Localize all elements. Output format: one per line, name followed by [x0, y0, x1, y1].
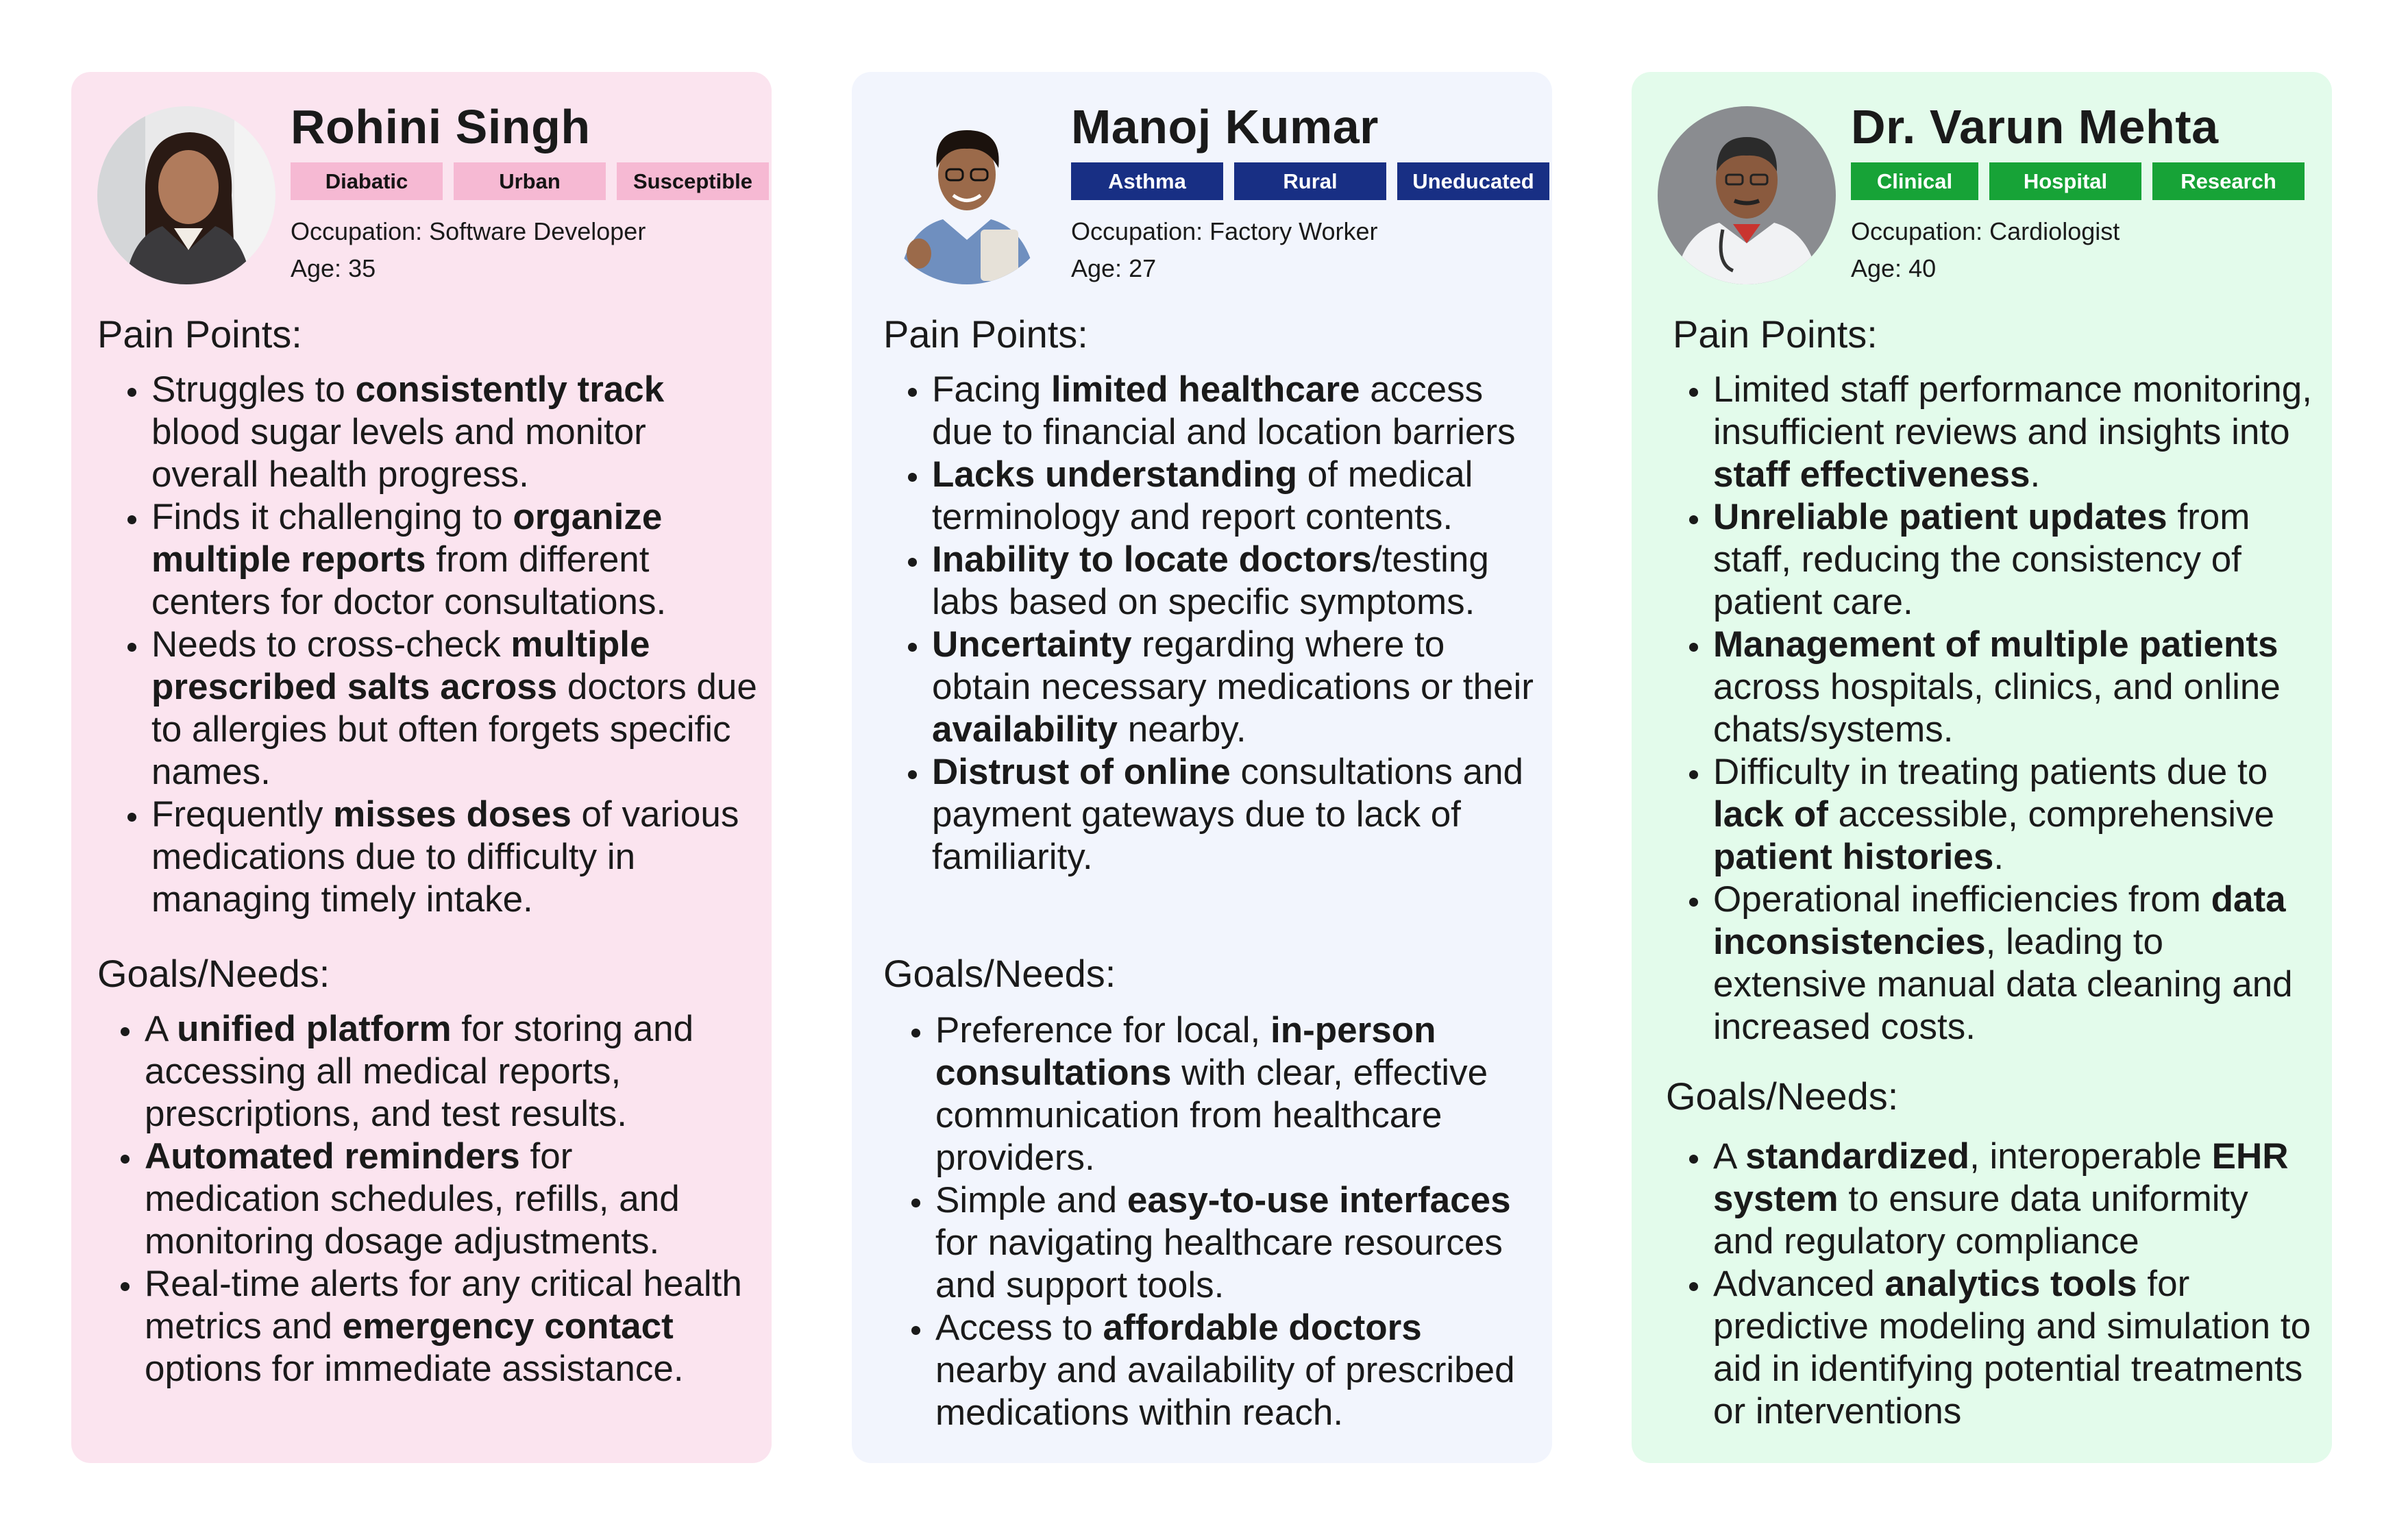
bold-text: Management of multiple patients — [1713, 624, 2278, 665]
pain-points-list — [852, 369, 1538, 879]
bold-text: affordable doctors — [1103, 1307, 1422, 1348]
list-item — [934, 1179, 1538, 1307]
text-run: from staff, reducing the consistency of patient care. — [1713, 497, 2250, 622]
avatar — [878, 106, 1056, 284]
age — [1851, 254, 1936, 283]
bold-text: multiple prescribed salts across — [151, 624, 650, 707]
bold-text: organize multiple reports — [151, 497, 663, 580]
list-item — [934, 1009, 1538, 1179]
pain-points-heading: Pain Points: — [883, 312, 1088, 356]
bold-text: Lacks understanding — [932, 454, 1298, 495]
text-run: /testing labs based on specific symptoms. — [932, 539, 1489, 622]
occupation-value: Factory Worker — [1209, 217, 1378, 245]
text-run: Facing — [932, 369, 1051, 410]
occupation — [1851, 217, 2120, 246]
bold-text: data inconsistencies — [1713, 879, 2286, 962]
pain-points-heading: Pain Points: — [1673, 312, 1878, 356]
text-run: . — [2030, 454, 2041, 495]
goals-list — [852, 1009, 1538, 1434]
list-item — [1712, 751, 2318, 879]
list-item — [1712, 369, 2318, 496]
bold-text: consistently track — [355, 369, 665, 410]
bold-text: in-person consultations — [935, 1010, 1436, 1093]
pain-points-list — [1632, 369, 2318, 1048]
occupation-value: Cardiologist — [1989, 217, 2120, 245]
tag-diabatic: Diabatic — [291, 162, 443, 200]
goals-heading: Goals/Needs: — [97, 952, 330, 995]
tag-list — [291, 162, 769, 200]
text-run: Finds it challenging to — [151, 497, 513, 537]
bold-text: Uncertainty — [932, 624, 1132, 665]
text-run: Preference for local, — [935, 1010, 1271, 1051]
text-run: with clear, effective communication from healthcare providers. — [935, 1053, 1488, 1178]
bold-text: lack of — [1713, 794, 1828, 835]
bold-text: limited healthcare — [1051, 369, 1360, 410]
text-run: . — [1993, 837, 2004, 877]
text-run: from different centers for doctor consultations. — [151, 539, 667, 622]
avatar — [97, 106, 275, 284]
text-run: doctors due to allergies but often forgets specific names. — [151, 667, 757, 792]
pain-points-list — [71, 369, 758, 921]
tag-uneducated: Uneducated — [1397, 162, 1549, 200]
text-run: across hospitals, clinics, and online chats/systems. — [1713, 667, 2281, 750]
text-run: blood sugar levels and monitor overall health progress. — [151, 412, 646, 495]
list-item — [1712, 1135, 2318, 1263]
age-value: 40 — [1908, 254, 1937, 282]
text-run: of various medications due to difficulty in managing timely intake. — [151, 794, 739, 920]
text-run: A — [1713, 1136, 1746, 1177]
tag-list — [1071, 162, 1549, 200]
tag-clinical: Clinical — [1851, 162, 1978, 200]
list-item — [150, 496, 758, 624]
text-run: options for immediate assistance. — [145, 1349, 684, 1389]
age — [291, 254, 376, 283]
persona-name: Manoj Kumar — [1071, 100, 1379, 154]
text-run: access due to financial and location barriers — [932, 369, 1516, 452]
age-label: Age: — [1071, 254, 1122, 282]
text-run: , interoperable — [1969, 1136, 2212, 1177]
text-run: consultations and payment gateways due to lack of familiarity. — [932, 752, 1524, 877]
list-item — [1712, 1263, 2318, 1433]
bold-text: Inability to locate doctors — [932, 539, 1372, 580]
list-item — [931, 624, 1538, 751]
text-run: for medication schedules, refills, and monitoring dosage adjustments. — [145, 1136, 680, 1262]
text-run: for storing and accessing all medical reports, prescriptions, and test results. — [145, 1009, 694, 1134]
persona-card-varun — [1632, 72, 2332, 1463]
list-item — [1712, 496, 2318, 624]
bold-text: patient histories — [1713, 837, 1994, 877]
text-run: Real-time alerts for any critical health metrics and — [145, 1264, 742, 1347]
goals-list — [1632, 1135, 2318, 1433]
goals-heading: Goals/Needs: — [1666, 1074, 1899, 1118]
list-item — [931, 454, 1538, 539]
pain-points-heading: Pain Points: — [97, 312, 302, 356]
list-item — [150, 369, 758, 496]
persona-card-manoj — [852, 72, 1552, 1463]
occupation-label: Occupation: — [291, 217, 423, 245]
text-run: for navigating healthcare resources and support tools. — [935, 1223, 1503, 1305]
tag-asthma: Asthma — [1071, 162, 1223, 200]
text-run: to ensure data uniformity and regulatory compliance — [1713, 1179, 2248, 1262]
text-run: Operational inefficiencies from — [1713, 879, 2211, 920]
text-run: for predictive modeling and simulation to aid in identifying potential treatments or interventions — [1713, 1264, 2311, 1432]
list-item — [143, 1008, 758, 1135]
tag-research: Research — [2152, 162, 2305, 200]
bold-text: EHR system — [1713, 1136, 2289, 1219]
age-label: Age: — [291, 254, 342, 282]
text-run: Advanced — [1713, 1264, 1885, 1304]
tag-urban: Urban — [454, 162, 606, 200]
bold-text: Unreliable patient updates — [1713, 497, 2167, 537]
bold-text: emergency contact — [342, 1306, 674, 1347]
text-run: regarding where to obtain necessary medications or their — [932, 624, 1534, 707]
text-run: Simple and — [935, 1180, 1127, 1220]
text-run: of medical terminology and report contents. — [932, 454, 1473, 537]
bold-text: standardized — [1745, 1136, 1970, 1177]
occupation — [1071, 217, 1378, 246]
occupation — [291, 217, 646, 246]
age-value: 35 — [348, 254, 376, 282]
list-item — [143, 1135, 758, 1263]
bold-text: Automated reminders — [145, 1136, 520, 1177]
bold-text: analytics tools — [1884, 1264, 2137, 1304]
tag-hospital: Hospital — [1989, 162, 2141, 200]
list-item — [150, 624, 758, 794]
persona-name: Rohini Singh — [291, 100, 591, 154]
text-run: Struggles to — [151, 369, 356, 410]
goals-heading: Goals/Needs: — [883, 952, 1116, 995]
list-item — [931, 539, 1538, 624]
text-run: nearby. — [1118, 709, 1246, 750]
bold-text: easy-to-use interfaces — [1127, 1180, 1511, 1220]
bold-text: staff effectiveness — [1713, 454, 2030, 495]
bold-text: unified platform — [177, 1009, 452, 1049]
occupation-value: Software Developer — [429, 217, 646, 245]
list-item — [143, 1263, 758, 1390]
list-item — [150, 794, 758, 921]
text-run: Access to — [935, 1307, 1103, 1348]
persona-card-rohini — [71, 72, 772, 1463]
text-run: Limited staff performance monitoring, insufficient reviews and insights into — [1713, 369, 2312, 452]
text-run: Frequently — [151, 794, 334, 835]
text-run: Needs to cross-check — [151, 624, 511, 665]
text-run: A — [145, 1009, 177, 1049]
age-value: 27 — [1129, 254, 1157, 282]
list-item — [931, 369, 1538, 454]
text-run: accessible, comprehensive — [1828, 794, 2274, 835]
bold-text: misses doses — [333, 794, 572, 835]
text-run: Difficulty in treating patients due to — [1713, 752, 2268, 792]
occupation-label: Occupation: — [1071, 217, 1203, 245]
age-label: Age: — [1851, 254, 1902, 282]
age — [1071, 254, 1156, 283]
bold-text: availability — [932, 709, 1118, 750]
avatar — [1658, 106, 1836, 284]
persona-name: Dr. Varun Mehta — [1851, 100, 2219, 154]
goals-list — [71, 1008, 758, 1390]
list-item — [1712, 879, 2318, 1048]
tag-list — [1851, 162, 2305, 200]
tag-rural: Rural — [1234, 162, 1386, 200]
text-run: nearby and availability of prescribed medications within reach. — [935, 1350, 1515, 1433]
list-item — [1712, 624, 2318, 751]
bold-text: Distrust of online — [932, 752, 1231, 792]
text-run: , leading to extensive manual data cleaning and increased costs. — [1713, 922, 2293, 1047]
occupation-label: Occupation: — [1851, 217, 1983, 245]
list-item — [931, 751, 1538, 879]
list-item — [934, 1307, 1538, 1434]
tag-susceptible: Susceptible — [617, 162, 769, 200]
